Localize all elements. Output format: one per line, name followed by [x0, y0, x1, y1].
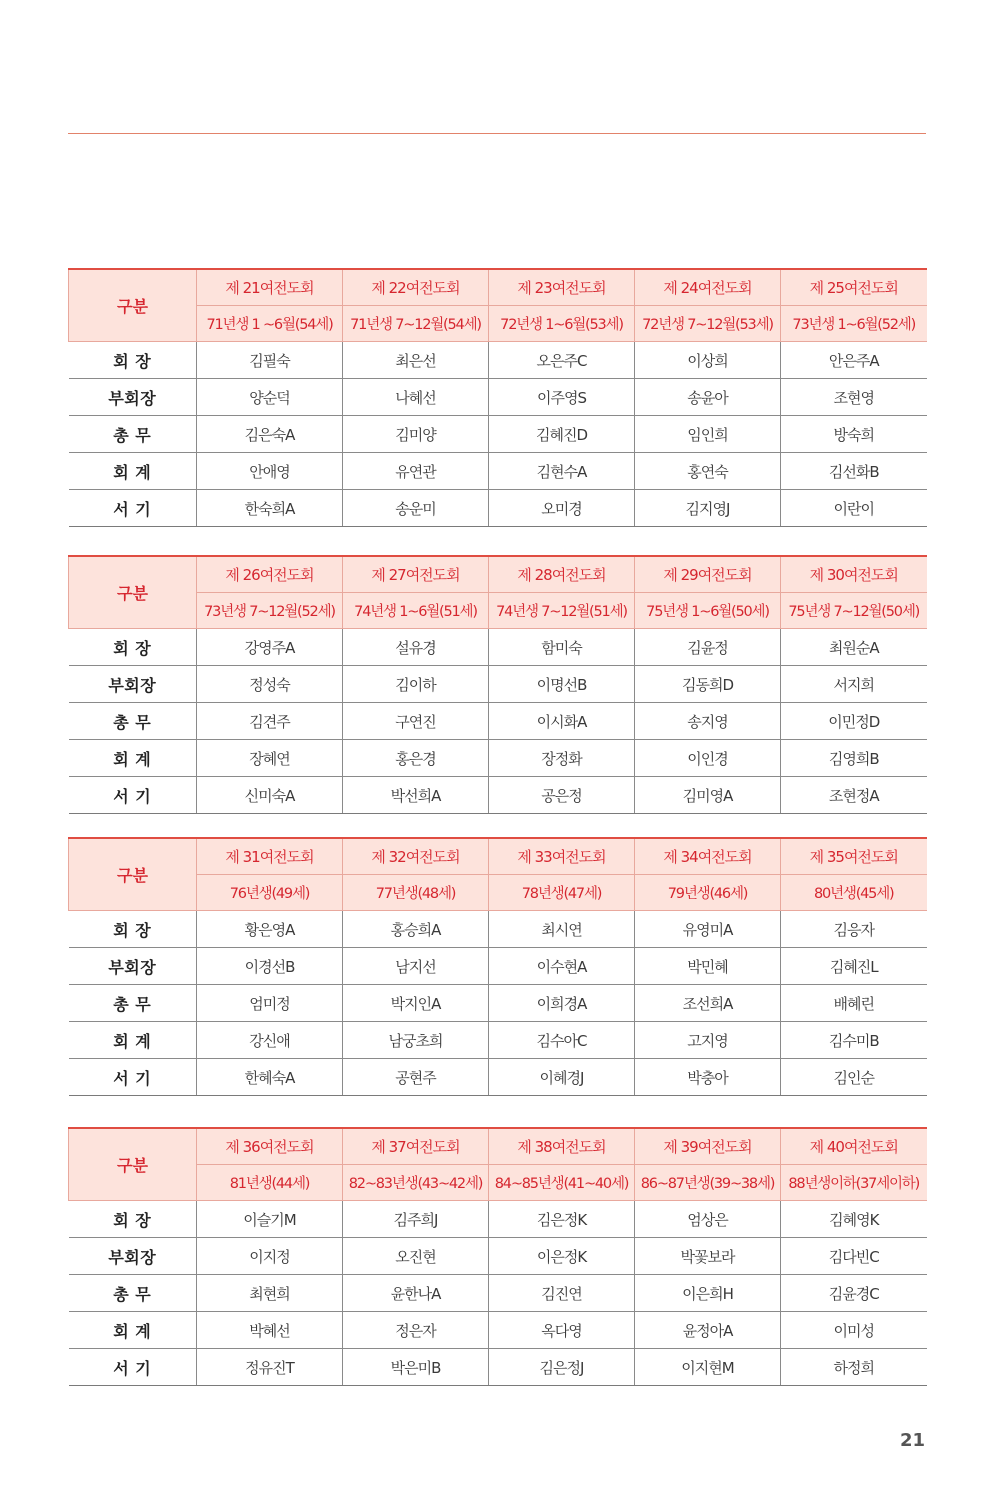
- column-dates: 88년생이하(37세이하): [781, 1165, 927, 1201]
- member-name: 이은희H: [635, 1275, 781, 1312]
- column-dates: 71년생 7~12월(54세): [343, 306, 489, 342]
- column-title: 제 32여전도회: [343, 838, 489, 875]
- member-name: 이주영S: [489, 379, 635, 416]
- member-name: 김주희J: [343, 1201, 489, 1238]
- column-title: 제 36여전도회: [197, 1128, 343, 1165]
- member-name: 최시연: [489, 911, 635, 948]
- member-name: 황은영A: [197, 911, 343, 948]
- member-name: 최현희: [197, 1275, 343, 1312]
- member-name: 송운미: [343, 490, 489, 527]
- column-title: 제 34여전도회: [635, 838, 781, 875]
- column-dates: 76년생(49세): [197, 875, 343, 911]
- member-name: 윤정아A: [635, 1312, 781, 1349]
- table-row: [69, 1238, 927, 1275]
- member-name: 김응자: [781, 911, 927, 948]
- officer-table-2: [68, 555, 927, 814]
- member-name: 강신애: [197, 1022, 343, 1059]
- member-name: 조선희A: [635, 985, 781, 1022]
- column-title: 제 39여전도회: [635, 1128, 781, 1165]
- member-name: 안애영: [197, 453, 343, 490]
- role-label: 총 무: [69, 985, 197, 1022]
- member-name: 이지현M: [635, 1349, 781, 1386]
- table-row: [69, 666, 927, 703]
- role-label: 부회장: [69, 666, 197, 703]
- member-name: 유연관: [343, 453, 489, 490]
- member-name: 박은미B: [343, 1349, 489, 1386]
- column-title: 제 26여전도회: [197, 556, 343, 593]
- member-name: 김동희D: [635, 666, 781, 703]
- column-dates: 72년생 7~12월(53세): [635, 306, 781, 342]
- table-row: [69, 379, 927, 416]
- header-dates-row: [69, 593, 927, 629]
- member-name: 박꽃보라: [635, 1238, 781, 1275]
- member-name: 이지정: [197, 1238, 343, 1275]
- header-dates-row: [69, 875, 927, 911]
- member-name: 정은자: [343, 1312, 489, 1349]
- member-name: 양순덕: [197, 379, 343, 416]
- member-name: 조현정A: [781, 777, 927, 814]
- member-name: 김다빈C: [781, 1238, 927, 1275]
- member-name: 이은정K: [489, 1238, 635, 1275]
- member-name: 함미숙: [489, 629, 635, 666]
- column-title: 제 24여전도회: [635, 269, 781, 306]
- page-number: 21: [899, 1430, 925, 1451]
- header-title-row: [69, 838, 927, 875]
- member-name: 최원순A: [781, 629, 927, 666]
- member-name: 이민정D: [781, 703, 927, 740]
- member-name: 조현영: [781, 379, 927, 416]
- member-name: 공현주: [343, 1059, 489, 1096]
- member-name: 유영미A: [635, 911, 781, 948]
- member-name: 김윤경C: [781, 1275, 927, 1312]
- column-title: 제 25여전도회: [781, 269, 927, 306]
- member-name: 구연진: [343, 703, 489, 740]
- member-name: 김미양: [343, 416, 489, 453]
- column-title: 제 23여전도회: [489, 269, 635, 306]
- header-dates-row: [69, 306, 927, 342]
- member-name: 김은숙A: [197, 416, 343, 453]
- column-title: 제 35여전도회: [781, 838, 927, 875]
- member-name: 김선화B: [781, 453, 927, 490]
- member-name: 서지희: [781, 666, 927, 703]
- member-name: 한숙희A: [197, 490, 343, 527]
- member-name: 김현수A: [489, 453, 635, 490]
- member-name: 이경선B: [197, 948, 343, 985]
- column-dates: 82~83년생(43~42세): [343, 1165, 489, 1201]
- member-name: 김진연: [489, 1275, 635, 1312]
- member-name: 임인희: [635, 416, 781, 453]
- column-title: 제 38여전도회: [489, 1128, 635, 1165]
- member-name: 남궁초희: [343, 1022, 489, 1059]
- column-dates: 72년생 1~6월(53세): [489, 306, 635, 342]
- member-name: 박민혜: [635, 948, 781, 985]
- member-name: 김이하: [343, 666, 489, 703]
- member-name: 김은정J: [489, 1349, 635, 1386]
- member-name: 김수아C: [489, 1022, 635, 1059]
- table-row: [69, 948, 927, 985]
- member-name: 윤한나A: [343, 1275, 489, 1312]
- column-title: 제 21여전도회: [197, 269, 343, 306]
- column-dates: 84~85년생(41~40세): [489, 1165, 635, 1201]
- member-name: 김수미B: [781, 1022, 927, 1059]
- table-row: [69, 1349, 927, 1386]
- column-dates: 75년생 7~12월(50세): [781, 593, 927, 629]
- table-row: [69, 985, 927, 1022]
- table-row: [69, 777, 927, 814]
- role-label: 회 계: [69, 740, 197, 777]
- member-name: 오은주C: [489, 342, 635, 379]
- role-label: 회 계: [69, 1022, 197, 1059]
- member-name: 박선희A: [343, 777, 489, 814]
- corner-label: 구분: [69, 1128, 197, 1201]
- member-name: 이미성: [781, 1312, 927, 1349]
- column-dates: 81년생(44세): [197, 1165, 343, 1201]
- column-dates: 75년생 1~6월(50세): [635, 593, 781, 629]
- column-title: 제 28여전도회: [489, 556, 635, 593]
- corner-label: 구분: [69, 838, 197, 911]
- role-label: 서 기: [69, 490, 197, 527]
- table-row: [69, 342, 927, 379]
- member-name: 이란이: [781, 490, 927, 527]
- member-name: 방숙희: [781, 416, 927, 453]
- member-name: 김혜진L: [781, 948, 927, 985]
- column-title: 제 31여전도회: [197, 838, 343, 875]
- column-title: 제 27여전도회: [343, 556, 489, 593]
- member-name: 이시화A: [489, 703, 635, 740]
- column-title: 제 40여전도회: [781, 1128, 927, 1165]
- table-row: [69, 703, 927, 740]
- member-name: 옥다영: [489, 1312, 635, 1349]
- table-row: [69, 1059, 927, 1096]
- member-name: 이인경: [635, 740, 781, 777]
- table-row: [69, 1275, 927, 1312]
- role-label: 총 무: [69, 1275, 197, 1312]
- role-label: 총 무: [69, 416, 197, 453]
- table-row: [69, 1022, 927, 1059]
- column-dates: 78년생(47세): [489, 875, 635, 911]
- member-name: 고지영: [635, 1022, 781, 1059]
- member-name: 홍승희A: [343, 911, 489, 948]
- role-label: 회 장: [69, 342, 197, 379]
- header-dates-row: [69, 1165, 927, 1201]
- member-name: 박충아: [635, 1059, 781, 1096]
- member-name: 엄상은: [635, 1201, 781, 1238]
- table-row: [69, 740, 927, 777]
- member-name: 엄미정: [197, 985, 343, 1022]
- header-title-row: [69, 1128, 927, 1165]
- member-name: 이혜경J: [489, 1059, 635, 1096]
- member-name: 안은주A: [781, 342, 927, 379]
- role-label: 회 장: [69, 629, 197, 666]
- column-dates: 77년생(48세): [343, 875, 489, 911]
- officer-table-4: [68, 1127, 927, 1386]
- role-label: 회 장: [69, 911, 197, 948]
- role-label: 서 기: [69, 1059, 197, 1096]
- member-name: 김미영A: [635, 777, 781, 814]
- member-name: 김영희B: [781, 740, 927, 777]
- column-dates: 71년생 1 ~6월(54세): [197, 306, 343, 342]
- corner-label: 구분: [69, 269, 197, 342]
- role-label: 부회장: [69, 379, 197, 416]
- role-label: 서 기: [69, 777, 197, 814]
- member-name: 오미경: [489, 490, 635, 527]
- column-dates: 86~87년생(39~38세): [635, 1165, 781, 1201]
- column-dates: 74년생 1~6월(51세): [343, 593, 489, 629]
- member-name: 신미숙A: [197, 777, 343, 814]
- role-label: 부회장: [69, 948, 197, 985]
- role-label: 부회장: [69, 1238, 197, 1275]
- member-name: 김지영J: [635, 490, 781, 527]
- role-label: 회 계: [69, 453, 197, 490]
- member-name: 정성숙: [197, 666, 343, 703]
- member-name: 이상희: [635, 342, 781, 379]
- member-name: 송윤아: [635, 379, 781, 416]
- member-name: 최은선: [343, 342, 489, 379]
- member-name: 김혜진D: [489, 416, 635, 453]
- table-row: [69, 490, 927, 527]
- member-name: 김은정K: [489, 1201, 635, 1238]
- member-name: 이명선B: [489, 666, 635, 703]
- header-title-row: [69, 269, 927, 306]
- member-name: 장혜연: [197, 740, 343, 777]
- member-name: 정유진T: [197, 1349, 343, 1386]
- member-name: 김혜영K: [781, 1201, 927, 1238]
- member-name: 박혜선: [197, 1312, 343, 1349]
- table-row: [69, 453, 927, 490]
- column-dates: 80년생(45세): [781, 875, 927, 911]
- member-name: 이수현A: [489, 948, 635, 985]
- member-name: 장정화: [489, 740, 635, 777]
- table-row: [69, 1201, 927, 1238]
- column-title: 제 37여전도회: [343, 1128, 489, 1165]
- member-name: 이희경A: [489, 985, 635, 1022]
- member-name: 오진현: [343, 1238, 489, 1275]
- member-name: 홍연숙: [635, 453, 781, 490]
- member-name: 한혜숙A: [197, 1059, 343, 1096]
- role-label: 회 장: [69, 1201, 197, 1238]
- member-name: 송지영: [635, 703, 781, 740]
- role-label: 총 무: [69, 703, 197, 740]
- officer-table-1: [68, 268, 927, 527]
- column-title: 제 33여전도회: [489, 838, 635, 875]
- column-title: 제 29여전도회: [635, 556, 781, 593]
- column-dates: 74년생 7~12월(51세): [489, 593, 635, 629]
- column-dates: 73년생 1~6월(52세): [781, 306, 927, 342]
- top-rule: [68, 133, 926, 134]
- member-name: 남지선: [343, 948, 489, 985]
- role-label: 회 계: [69, 1312, 197, 1349]
- member-name: 홍은경: [343, 740, 489, 777]
- member-name: 이슬기M: [197, 1201, 343, 1238]
- table-row: [69, 911, 927, 948]
- member-name: 김인순: [781, 1059, 927, 1096]
- table-row: [69, 416, 927, 453]
- member-name: 공은정: [489, 777, 635, 814]
- column-title: 제 22여전도회: [343, 269, 489, 306]
- member-name: 설유경: [343, 629, 489, 666]
- member-name: 김윤정: [635, 629, 781, 666]
- table-row: [69, 1312, 927, 1349]
- member-name: 하정희: [781, 1349, 927, 1386]
- member-name: 김필숙: [197, 342, 343, 379]
- member-name: 배혜린: [781, 985, 927, 1022]
- officer-table-3: [68, 837, 927, 1096]
- member-name: 박지인A: [343, 985, 489, 1022]
- table-row: [69, 629, 927, 666]
- member-name: 나혜선: [343, 379, 489, 416]
- role-label: 서 기: [69, 1349, 197, 1386]
- column-dates: 79년생(46세): [635, 875, 781, 911]
- column-title: 제 30여전도회: [781, 556, 927, 593]
- column-dates: 73년생 7~12월(52세): [197, 593, 343, 629]
- header-title-row: [69, 556, 927, 593]
- member-name: 강영주A: [197, 629, 343, 666]
- member-name: 김견주: [197, 703, 343, 740]
- corner-label: 구분: [69, 556, 197, 629]
